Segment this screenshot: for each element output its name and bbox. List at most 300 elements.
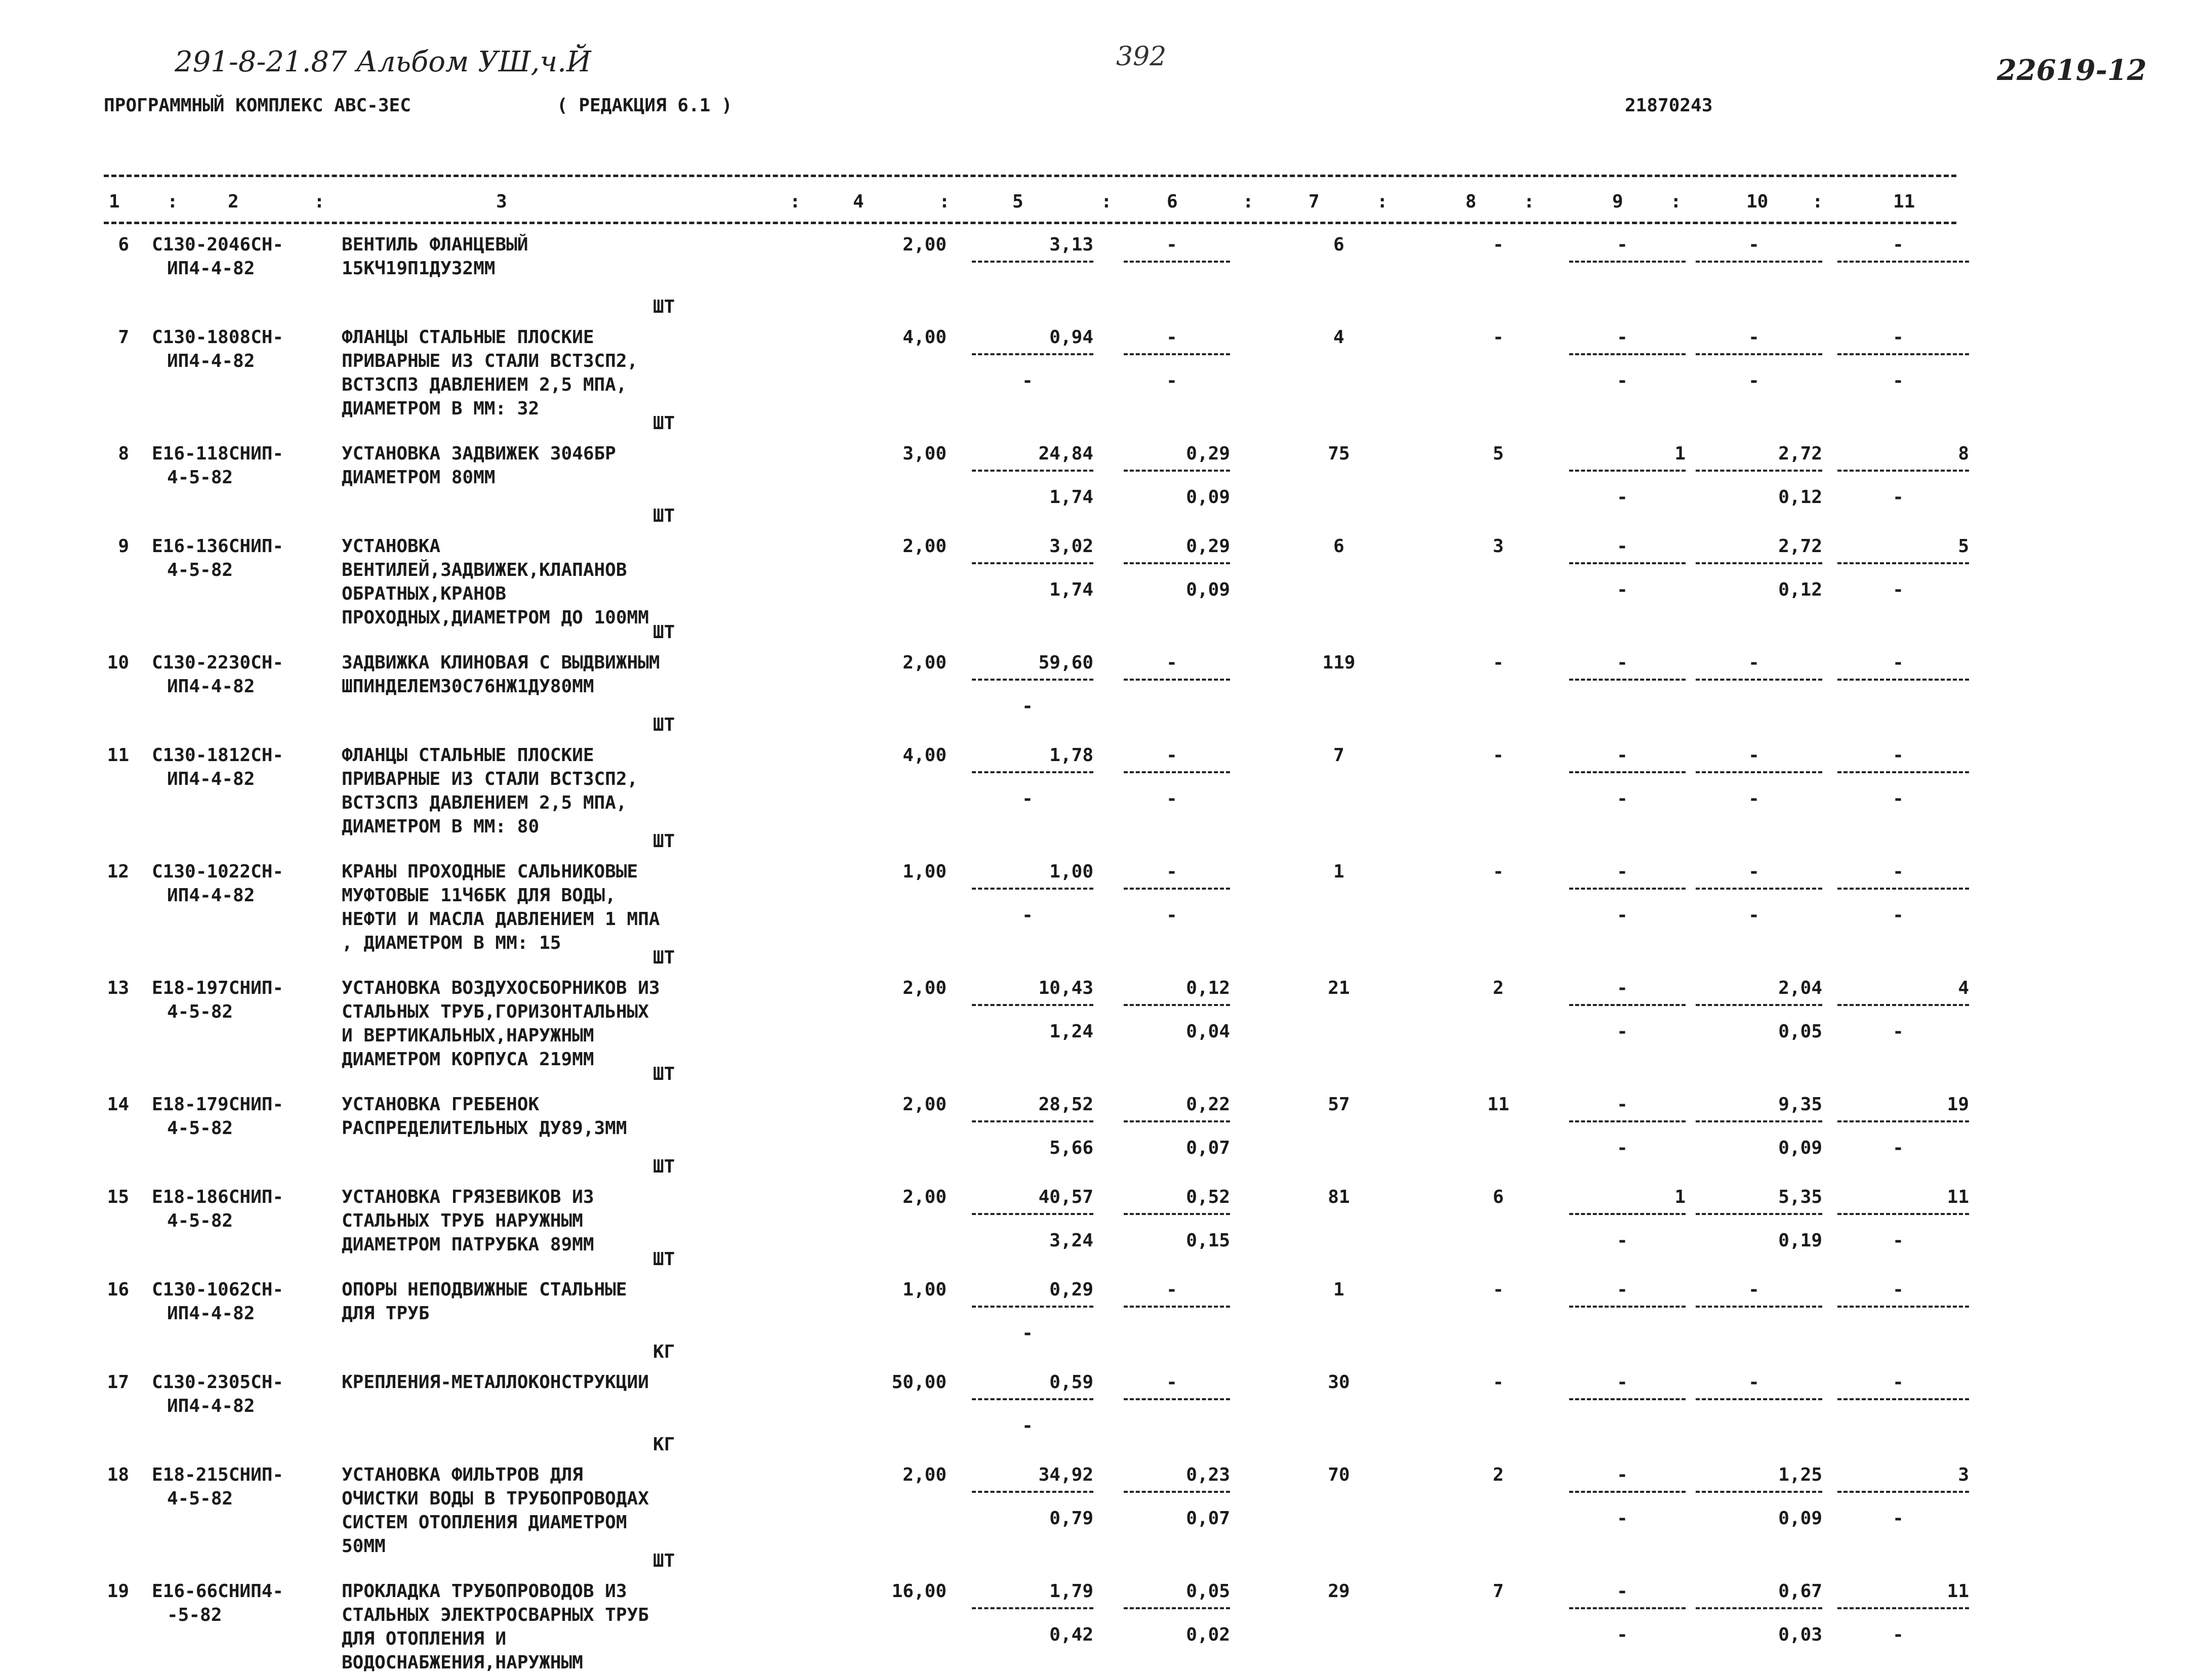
unit-of-measure: КГ [653, 1342, 675, 1362]
labor-total: - [1893, 652, 1904, 673]
resource-code: С130-1022СН- [152, 861, 284, 882]
resource-description: ВОДОСНАБЖЕНИЯ,НАРУЖНЫМ [342, 1652, 583, 1673]
total-cost: 75 [1328, 443, 1350, 464]
row-number: 12 [107, 861, 129, 882]
total-cost: 6 [1333, 234, 1344, 255]
unit-of-measure: ШТ [653, 715, 675, 735]
cell-sub-rule [1696, 353, 1822, 355]
labor-total-secondary: - [1893, 370, 1904, 391]
labor-unit-secondary: - [1748, 370, 1759, 391]
quantity: 50,00 [891, 1372, 947, 1393]
unit-wage-secondary: 0,07 [1186, 1138, 1230, 1158]
resource-code-reference: ИП4-4-82 [167, 1396, 255, 1416]
resource-description: УСТАНОВКА ЗАДВИЖЕК 3046БР [342, 443, 616, 464]
resource-description: КРАНЫ ПРОХОДНЫЕ САЛЬНИКОВЫЕ [342, 861, 638, 882]
cell-sub-rule [1837, 1398, 1969, 1400]
unit-cost-secondary: - [1022, 370, 1033, 391]
column-separator: : [1524, 191, 1535, 212]
cell-sub-rule [1124, 1607, 1230, 1609]
cell-sub-rule [1569, 1120, 1686, 1122]
row-number: 8 [118, 443, 129, 464]
resource-description: ДИАМЕТРОМ В ММ: 80 [342, 816, 540, 837]
column-separator: : [314, 191, 325, 212]
unit-cost: 1,79 [1049, 1581, 1093, 1602]
cell-sub-rule [972, 679, 1093, 681]
cell-sub-rule [1124, 1491, 1230, 1493]
handwritten-stamp: 22619-12 [1997, 54, 2147, 87]
labor-total: - [1893, 234, 1904, 255]
cell-sub-rule [1837, 771, 1969, 773]
total-wage: - [1493, 652, 1504, 673]
labor-total: 3 [1958, 1464, 1969, 1485]
cell-sub-rule [1569, 1213, 1686, 1215]
cell-sub-rule [1124, 1120, 1230, 1122]
total-cost: 1 [1333, 861, 1344, 882]
cell-sub-rule [1696, 1491, 1822, 1493]
labor-total: 11 [1947, 1187, 1969, 1207]
machine-cost: - [1617, 1279, 1628, 1300]
unit-wage-secondary: - [1166, 788, 1177, 809]
total-wage: 3 [1493, 536, 1504, 557]
cell-sub-rule [1837, 679, 1969, 681]
unit-wage: - [1166, 234, 1177, 255]
cell-sub-rule [972, 470, 1093, 472]
cell-sub-rule [1696, 1213, 1822, 1215]
labor-total: 5 [1958, 536, 1969, 557]
unit-cost: 40,57 [1038, 1187, 1093, 1207]
labor-total: - [1893, 745, 1904, 766]
cell-sub-rule [1696, 888, 1822, 890]
column-separator: : [167, 191, 178, 212]
quantity: 2,00 [903, 978, 947, 998]
unit-wage-secondary: 0,09 [1186, 487, 1230, 508]
resource-code-reference: -5-82 [167, 1605, 222, 1625]
machine-cost: 1 [1674, 443, 1686, 464]
cell-sub-rule [1696, 562, 1822, 564]
resource-description: УСТАНОВКА [342, 536, 441, 557]
unit-wage-secondary: - [1166, 905, 1177, 926]
total-cost: 4 [1333, 327, 1344, 348]
cell-sub-rule [1124, 888, 1230, 890]
labor-total-secondary: - [1893, 788, 1904, 809]
total-cost: 70 [1328, 1464, 1350, 1485]
machine-cost-secondary: - [1617, 1508, 1628, 1529]
row-number: 7 [118, 327, 129, 348]
cell-sub-rule [1696, 771, 1822, 773]
row-number: 16 [107, 1279, 129, 1300]
unit-cost-secondary: - [1022, 1415, 1033, 1436]
cell-sub-rule [1837, 353, 1969, 355]
resource-description: УСТАНОВКА ФИЛЬТРОВ ДЛЯ [342, 1464, 583, 1485]
unit-wage: - [1166, 652, 1177, 673]
machine-cost-secondary: - [1617, 1138, 1628, 1158]
column-number: 8 [1465, 191, 1477, 212]
unit-cost-secondary: 3,24 [1049, 1230, 1093, 1251]
total-wage: 2 [1493, 1464, 1504, 1485]
labor-total-secondary: - [1893, 1230, 1904, 1251]
machine-cost: - [1617, 1372, 1628, 1393]
labor-total: - [1893, 1279, 1904, 1300]
resource-code-reference: 4-5-82 [167, 467, 233, 488]
total-wage: - [1493, 861, 1504, 882]
cell-sub-rule [1569, 771, 1686, 773]
total-cost: 81 [1328, 1187, 1350, 1207]
total-wage: 11 [1487, 1094, 1509, 1115]
quantity: 1,00 [903, 1279, 947, 1300]
cell-sub-rule [972, 1607, 1093, 1609]
resource-code: С130-1812СН- [152, 745, 284, 766]
machine-cost-secondary: - [1617, 1230, 1628, 1251]
cell-sub-rule [1837, 1607, 1969, 1609]
unit-cost: 3,13 [1049, 234, 1093, 255]
total-wage: - [1493, 327, 1504, 348]
column-number: 1 [109, 191, 120, 212]
column-number: 6 [1167, 191, 1178, 212]
unit-cost-secondary: 1,24 [1049, 1021, 1093, 1042]
cell-sub-rule [1837, 562, 1969, 564]
labor-total-secondary: - [1893, 1138, 1904, 1158]
unit-of-measure: ШТ [653, 506, 675, 526]
unit-wage: 0,52 [1186, 1187, 1230, 1207]
cell-sub-rule [1569, 1491, 1686, 1493]
cell-sub-rule [1837, 1491, 1969, 1493]
unit-cost-secondary: - [1022, 1323, 1033, 1344]
resource-code-reference: 4-5-82 [167, 1118, 233, 1139]
unit-cost: 1,78 [1049, 745, 1093, 766]
resource-description: 15КЧ19П1ДУ32ММ [342, 258, 496, 279]
machine-cost-secondary: - [1617, 788, 1628, 809]
resource-description: ПРОХОДНЫХ,ДИАМЕТРОМ ДО 100ММ [342, 607, 649, 628]
machine-cost-secondary: - [1617, 370, 1628, 391]
resource-description: ДИАМЕТРОМ КОРПУСА 219ММ [342, 1049, 594, 1070]
unit-cost-secondary: 5,66 [1049, 1138, 1093, 1158]
unit-wage: 0,12 [1186, 978, 1230, 998]
labor-total-secondary: - [1893, 579, 1904, 600]
total-wage: - [1493, 1279, 1504, 1300]
resource-code: Е16-136СНИП- [152, 536, 284, 557]
resource-description: МУФТОВЫЕ 11Ч6БК ДЛЯ ВОДЫ, [342, 885, 616, 906]
machine-cost: 1 [1674, 1187, 1686, 1207]
resource-description: И ВЕРТИКАЛЬНЫХ,НАРУЖНЫМ [342, 1025, 594, 1046]
cell-sub-rule [1837, 261, 1969, 263]
cell-sub-rule [972, 888, 1093, 890]
column-number: 3 [496, 191, 507, 212]
labor-unit-secondary: 0,19 [1778, 1230, 1822, 1251]
resource-code-reference: 4-5-82 [167, 1488, 233, 1509]
labor-total: 8 [1958, 443, 1969, 464]
quantity: 2,00 [903, 1187, 947, 1207]
unit-wage-secondary: 0,07 [1186, 1508, 1230, 1529]
row-number: 9 [118, 536, 129, 557]
labor-total: - [1893, 861, 1904, 882]
cell-sub-rule [1124, 679, 1230, 681]
resource-code-reference: ИП4-4-82 [167, 769, 255, 789]
unit-wage: 0,29 [1186, 443, 1230, 464]
unit-cost: 24,84 [1038, 443, 1093, 464]
program-edition: ( РЕДАКЦИЯ 6.1 ) [557, 95, 732, 116]
unit-of-measure: ШТ [653, 297, 675, 317]
quantity: 1,00 [903, 861, 947, 882]
column-number: 10 [1746, 191, 1769, 212]
album-title: 291-8-21.87 Альбом УШ,ч.Й [175, 46, 591, 78]
resource-description: 50ММ [342, 1536, 386, 1557]
cell-sub-rule [1569, 261, 1686, 263]
unit-cost-secondary: 1,74 [1049, 487, 1093, 508]
unit-wage: - [1166, 745, 1177, 766]
column-separator: : [1377, 191, 1388, 212]
page-number: 392 [1116, 41, 1167, 72]
resource-description: , ДИАМЕТРОМ В ММ: 15 [342, 933, 561, 953]
resource-code-reference: ИП4-4-82 [167, 351, 255, 371]
resource-description: РАСПРЕДЕЛИТЕЛЬНЫХ ДУ89,3ММ [342, 1118, 627, 1139]
cell-sub-rule [1837, 1306, 1969, 1308]
labor-unit: 2,04 [1778, 978, 1822, 998]
document-code: 21870243 [1625, 95, 1713, 116]
quantity: 2,00 [903, 1464, 947, 1485]
machine-cost-secondary: - [1617, 1021, 1628, 1042]
resource-code-reference: 4-5-82 [167, 560, 233, 580]
resource-description: СТАЛЬНЫХ ТРУБ НАРУЖНЫМ [342, 1210, 583, 1231]
cell-sub-rule [1124, 562, 1230, 564]
cell-sub-rule [1696, 261, 1822, 263]
cell-sub-rule [972, 1213, 1093, 1215]
cell-sub-rule [1569, 679, 1686, 681]
resource-description: ВСТ3СП3 ДАВЛЕНИЕМ 2,5 МПА, [342, 374, 627, 395]
labor-unit-secondary: 0,09 [1778, 1138, 1822, 1158]
labor-total: 11 [1947, 1581, 1969, 1602]
quantity: 4,00 [903, 327, 947, 348]
column-separator: : [1670, 191, 1682, 212]
cell-sub-rule [972, 1004, 1093, 1006]
labor-unit-secondary: - [1748, 905, 1759, 926]
resource-description: СТАЛЬНЫХ ТРУБ,ГОРИЗОНТАЛЬНЫХ [342, 1001, 649, 1022]
resource-description: ДИАМЕТРОМ 80ММ [342, 467, 496, 488]
unit-wage-secondary: 0,02 [1186, 1624, 1230, 1645]
cell-sub-rule [1569, 1306, 1686, 1308]
unit-cost: 59,60 [1038, 652, 1093, 673]
cell-sub-rule [972, 1398, 1093, 1400]
unit-cost: 10,43 [1038, 978, 1093, 998]
quantity: 2,00 [903, 536, 947, 557]
column-number: 2 [228, 191, 239, 212]
quantity: 2,00 [903, 652, 947, 673]
machine-cost: - [1617, 652, 1628, 673]
unit-cost-secondary: - [1022, 788, 1033, 809]
column-separator: : [939, 191, 950, 212]
labor-unit: 0,67 [1778, 1581, 1822, 1602]
resource-description: ДЛЯ ОТОПЛЕНИЯ И [342, 1628, 507, 1649]
labor-unit-secondary: 0,03 [1778, 1624, 1822, 1645]
row-number: 10 [107, 652, 129, 673]
labor-unit: 2,72 [1778, 443, 1822, 464]
machine-cost-secondary: - [1617, 579, 1628, 600]
resource-description: ОБРАТНЫХ,КРАНОВ [342, 583, 507, 604]
quantity: 4,00 [903, 745, 947, 766]
row-number: 19 [107, 1581, 129, 1602]
total-cost: 21 [1328, 978, 1350, 998]
labor-unit: 5,35 [1778, 1187, 1822, 1207]
cell-sub-rule [1124, 1213, 1230, 1215]
unit-wage-secondary: 0,04 [1186, 1021, 1230, 1042]
resource-code-reference: ИП4-4-82 [167, 676, 255, 697]
labor-total: 19 [1947, 1094, 1969, 1115]
labor-unit: - [1748, 1372, 1759, 1393]
unit-cost: 28,52 [1038, 1094, 1093, 1115]
resource-description: ФЛАНЦЫ СТАЛЬНЫЕ ПЛОСКИЕ [342, 745, 594, 766]
resource-description: СИСТЕМ ОТОПЛЕНИЯ ДИАМЕТРОМ [342, 1512, 627, 1533]
resource-code: Е16-66СНИП4- [152, 1581, 284, 1602]
resource-description: ПРОКЛАДКА ТРУБОПРОВОДОВ ИЗ [342, 1581, 627, 1602]
column-number: 4 [853, 191, 864, 212]
cell-sub-rule [1696, 1607, 1822, 1609]
cell-sub-rule [1837, 1120, 1969, 1122]
column-number: 11 [1893, 191, 1915, 212]
resource-description: ДИАМЕТРОМ ПАТРУБКА 89ММ [342, 1234, 594, 1255]
labor-unit-secondary: 0,05 [1778, 1021, 1822, 1042]
total-cost: 6 [1333, 536, 1344, 557]
unit-wage: - [1166, 1279, 1177, 1300]
resource-description: ОПОРЫ НЕПОДВИЖНЫЕ СТАЛЬНЫЕ [342, 1279, 627, 1300]
unit-wage: - [1166, 861, 1177, 882]
unit-of-measure: ШТ [653, 831, 675, 852]
cell-sub-rule [1569, 1398, 1686, 1400]
cell-sub-rule [1696, 1306, 1822, 1308]
total-cost: 119 [1322, 652, 1356, 673]
labor-total-secondary: - [1893, 905, 1904, 926]
cell-sub-rule [972, 353, 1093, 355]
total-wage: 2 [1493, 978, 1504, 998]
row-number: 15 [107, 1187, 129, 1207]
unit-cost: 0,59 [1049, 1372, 1093, 1393]
machine-cost: - [1617, 745, 1628, 766]
total-wage: - [1493, 234, 1504, 255]
unit-cost-secondary: - [1022, 696, 1033, 717]
cell-sub-rule [1696, 470, 1822, 472]
resource-code: Е18-215СНИП- [152, 1464, 284, 1485]
unit-cost: 0,94 [1049, 327, 1093, 348]
total-cost: 29 [1328, 1581, 1350, 1602]
machine-cost: - [1617, 1581, 1628, 1602]
total-cost: 30 [1328, 1372, 1350, 1393]
row-number: 6 [118, 234, 129, 255]
column-separator: : [1812, 191, 1823, 212]
unit-cost: 3,02 [1049, 536, 1093, 557]
column-number: 7 [1308, 191, 1320, 212]
machine-cost-secondary: - [1617, 905, 1628, 926]
unit-cost: 34,92 [1038, 1464, 1093, 1485]
cell-sub-rule [1696, 1120, 1822, 1122]
cell-sub-rule [1124, 1306, 1230, 1308]
labor-unit: 9,35 [1778, 1094, 1822, 1115]
table-top-rule [104, 175, 1956, 177]
machine-cost: - [1617, 1464, 1628, 1485]
cell-sub-rule [1569, 562, 1686, 564]
unit-wage-secondary: 0,09 [1186, 579, 1230, 600]
unit-wage: 0,05 [1186, 1581, 1230, 1602]
cell-sub-rule [972, 1120, 1093, 1122]
resource-code: С130-1808СН- [152, 327, 284, 348]
cell-sub-rule [1569, 353, 1686, 355]
cell-sub-rule [1124, 1004, 1230, 1006]
cell-sub-rule [1837, 1213, 1969, 1215]
machine-cost: - [1617, 327, 1628, 348]
cell-sub-rule [972, 771, 1093, 773]
resource-description: НЕФТИ И МАСЛА ДАВЛЕНИЕМ 1 МПА [342, 909, 660, 930]
total-cost: 7 [1333, 745, 1344, 766]
machine-cost: - [1617, 861, 1628, 882]
resource-code: Е18-179СНИП- [152, 1094, 284, 1115]
unit-of-measure: ШТ [653, 1156, 675, 1177]
cell-sub-rule [1569, 1004, 1686, 1006]
cell-sub-rule [1569, 470, 1686, 472]
machine-cost: - [1617, 234, 1628, 255]
row-number: 18 [107, 1464, 129, 1485]
row-number: 11 [107, 745, 129, 766]
total-cost: 57 [1328, 1094, 1350, 1115]
labor-unit: 2,72 [1778, 536, 1822, 557]
machine-cost: - [1617, 1094, 1628, 1115]
unit-wage: - [1166, 1372, 1177, 1393]
labor-unit: - [1748, 327, 1759, 348]
labor-unit: - [1748, 745, 1759, 766]
resource-code: С130-2046СН- [152, 234, 284, 255]
total-wage: 7 [1493, 1581, 1504, 1602]
resource-description: УСТАНОВКА ВОЗДУХОСБОРНИКОВ ИЗ [342, 978, 660, 998]
cell-sub-rule [1124, 470, 1230, 472]
labor-unit: 1,25 [1778, 1464, 1822, 1485]
labor-unit: - [1748, 861, 1759, 882]
column-separator: : [1243, 191, 1254, 212]
labor-total-secondary: - [1893, 1021, 1904, 1042]
column-number: 5 [1012, 191, 1023, 212]
resource-description: ПРИВАРНЫЕ ИЗ СТАЛИ ВСТ3СП2, [342, 351, 638, 371]
unit-of-measure: ШТ [653, 1064, 675, 1084]
resource-code: Е16-118СНИП- [152, 443, 284, 464]
labor-unit-secondary: - [1748, 788, 1759, 809]
unit-of-measure: ШТ [653, 947, 675, 968]
unit-wage: 0,22 [1186, 1094, 1230, 1115]
cell-sub-rule [1124, 353, 1230, 355]
total-wage: 5 [1493, 443, 1504, 464]
labor-total-secondary: - [1893, 1624, 1904, 1645]
unit-cost: 0,29 [1049, 1279, 1093, 1300]
unit-wage: - [1166, 327, 1177, 348]
unit-of-measure: ШТ [653, 413, 675, 434]
quantity: 3,00 [903, 443, 947, 464]
labor-unit: - [1748, 652, 1759, 673]
resource-description: ПРИВАРНЫЕ ИЗ СТАЛИ ВСТ3СП2, [342, 769, 638, 789]
resource-code: С130-2230СН- [152, 652, 284, 673]
resource-description: ДЛЯ ТРУБ [342, 1303, 430, 1324]
resource-description: ШПИНДЕЛЕМ30С76НЖ1ДУ80ММ [342, 676, 594, 697]
resource-code-reference: 4-5-82 [167, 1001, 233, 1022]
labor-unit: - [1748, 1279, 1759, 1300]
cell-sub-rule [1124, 1398, 1230, 1400]
unit-cost-secondary: 0,42 [1049, 1624, 1093, 1645]
cell-sub-rule [1124, 771, 1230, 773]
resource-description: УСТАНОВКА ГРЕБЕНОК [342, 1094, 540, 1115]
resource-description: СТАЛЬНЫХ ЭЛЕКТРОСВАРНЫХ ТРУБ [342, 1605, 649, 1625]
unit-of-measure: ШТ [653, 622, 675, 643]
quantity: 2,00 [903, 1094, 947, 1115]
unit-of-measure: ШТ [653, 1551, 675, 1571]
cell-sub-rule [1696, 1004, 1822, 1006]
resource-code-reference: 4-5-82 [167, 1210, 233, 1231]
labor-total: - [1893, 327, 1904, 348]
cell-sub-rule [972, 1491, 1093, 1493]
labor-unit-secondary: 0,12 [1778, 487, 1822, 508]
cell-sub-rule [1124, 261, 1230, 263]
